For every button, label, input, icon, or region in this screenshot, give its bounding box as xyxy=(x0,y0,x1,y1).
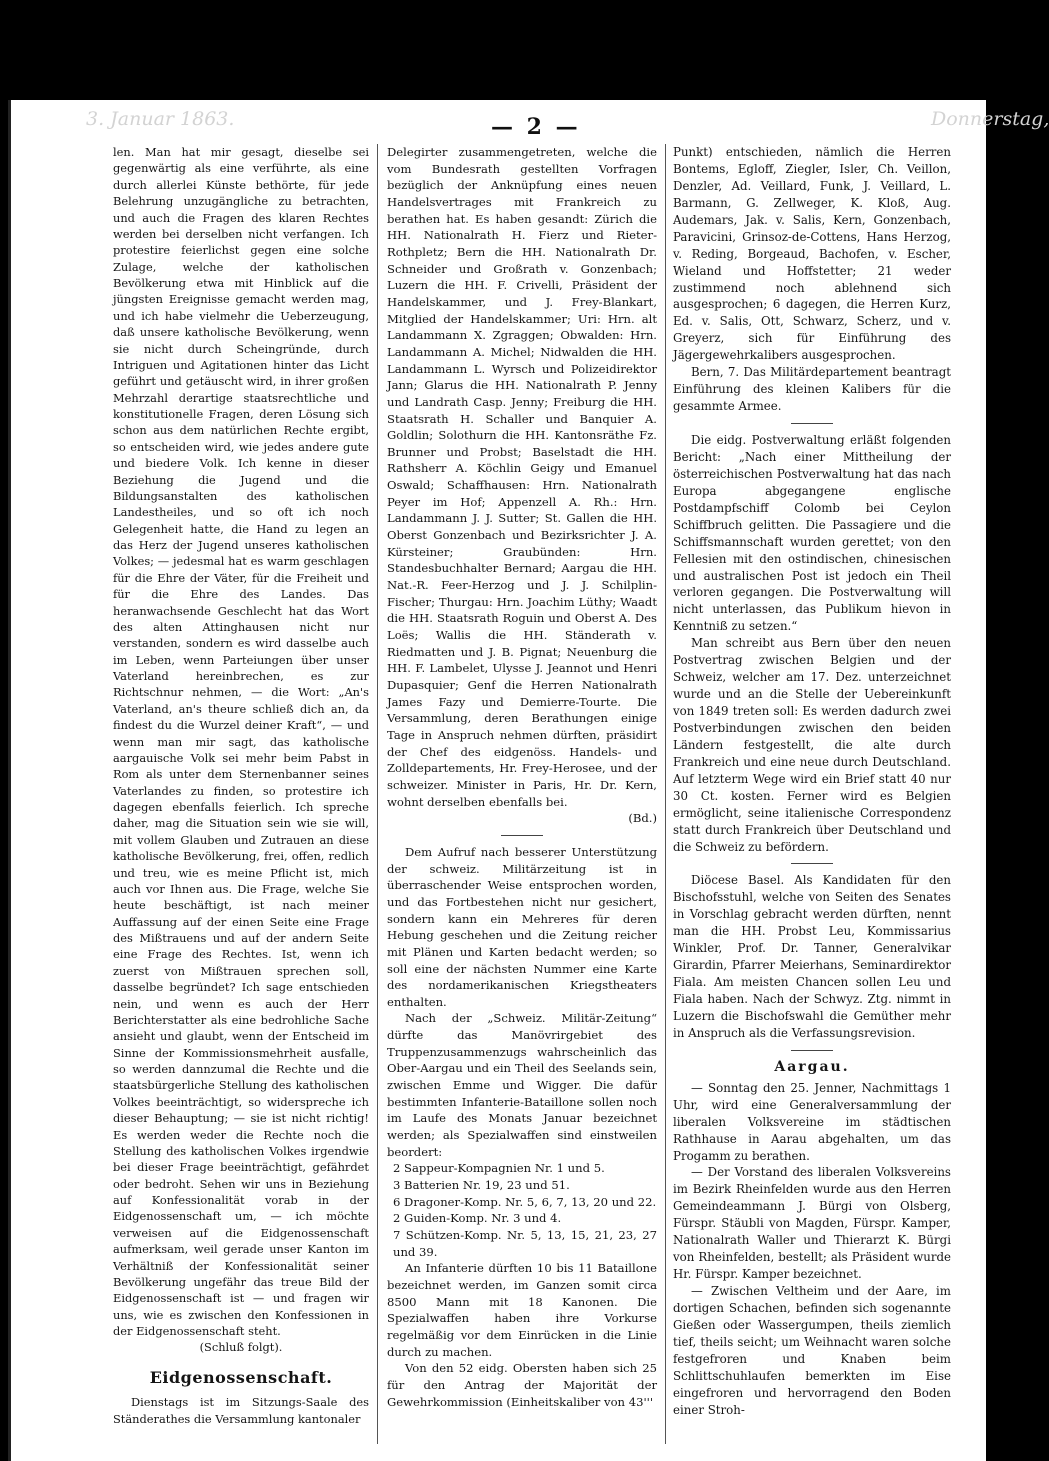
article-paragraph: Punkt) entschieden, nämlich die Herren Bontems, Egloff, Ziegler, Isler, Ch. Veillon, Denzler, Ad. Veillard, Funk, J. Veillard, L. Barmann, G. Zellweger, K. Kloß, Aug. Audemars, Jak. v. Salis, Kern, Gonzenbach, Paravicini, Grinsoz-de-Cottens, Hans Herzog, v. Reding, Borgeaud, Bachofen, v. Escher, Wieland und Hoffstetter; 21 weder zustimmend noch ablehnend sich ausgesprochen; 6 dagegen, die Herren Kurz, Ed. v. Salis, Ott, Schwarz, Scherz, und v. Greyerz, sich für Einführung des Jägergewehrkalibers ausgesprochen. xyxy=(673,145,951,363)
article-paragraph: Die eidg. Postverwaltung erläßt folgenden Bericht: „Nach einer Mittheilung der österreichischen Postverwaltung hat das nach Europa abgegangene englische Postdampfschiff Colomb bei Ceylon Schiffbruch gelitten. Die Passagiere und die Schiffsmannschaft wurden gerettet; von den Fellesien mit den ostindischen, chinesischen und australischen Post ist jedoch ein Theil verloren gegangen. Die Postverwaltung will nicht unterlassen, das Publikum hievon in Kenntniß zu setzen.“ xyxy=(673,433,951,634)
separator-rule xyxy=(501,835,543,836)
article-paragraph: Nach der „Schweiz. Militär-Zeitung“ dürfte das Manövrirgebiet des Truppenzusammenzugs wahrscheinlich das Ober-Aargau und ein Theil des Seelands sein, zwischen Emme und Wigger. Die dafür bestimmten Infanterie-Bataillone sollen noch im Laufe des Monats Januar bezeichnet werden; als Spezialwaffen sind einstweilen beordert: xyxy=(387,1011,657,1159)
column-divider xyxy=(377,144,378,1444)
article-paragraph: Dienstags ist im Sitzungs-Saale des Ständerathes die Versammlung kantonaler xyxy=(113,1395,369,1426)
article-paragraph: An Infanterie dürften 10 bis 11 Bataillone bezeichnet werden, im Ganzen somit circa 8500 Mann mit 18 Kanonen. Die Spezialwaffen haben ihre Vorkurse regelmäßig vor dem Einrücken in die Linie durch zu machen. xyxy=(387,1261,657,1359)
list-item: 6 Dragoner-Komp. Nr. 5, 6, 7, 13, 20 und 22. xyxy=(393,1194,657,1209)
article-paragraph: Delegirter zusammengetreten, welche die vom Bundesrath gestellten Vorfragen bezüglich der Anknüpfung eines neuen Handelsvertrages mit Frankreich zu berathen hat. Es haben gesandt: Zürich die HH. Nationalrath H. Fierz und Rieter-Rothpletz; Bern die HH. Nationalrath Dr. Schneider und Großrath v. Gonzenbach; Luzern die HH. F. Crivelli, Präsident der Handelskammer, und J. Frey-Blankart, Mitglied der Handelskammer; Uri: Hrn. alt Landammann X. Zgraggen; Obwalden: Hrn. Landammann A. Michel; Nidwalden die HH. Landammann L. Wyrsch und Polizeidirektor Jann; Glarus die HH. Nationalrath P. Jenny und Landrath Casp. Jenny; Freiburg die HH. Staatsrath H. Schaller und Banquier A. Goldlin; Solothurn die HH. Kantonsräthe Fz. Brunner und Probst; Baselstadt die HH. Rathsherr A. Köchlin Geigy und Emanuel Oswald; Schaffhausen: Hrn. Nationalrath Peyer im Hof; Appenzell A. Rh.: Hrn. Landammann J. J. Sutter; St. Gallen die HH. Oberst Gonzenbach und Bezirksrichter J. A. Kürsteiner; Graubünden: Hrn. Standesbuchhalter Bernard; Aargau die HH. Nat.-R. Feer-Herzog und J. J. Schilplin-Fischer; Thurgau: Hrn. Joachim Lüthy; Waadt die HH. Staatsrath Roguin und Oberst A. Des Loës; Wallis die HH. Ständerath v. Riedmatten und J. B. Pignat; Neuenburg die HH. F. Lambelet, Ulysse J. Jeannot und Henri Dupasquier; Genf die Herren Nationalrath James Fazy und Demierre-Tourte. Die Versammlung, deren Berathungen einige Tage in Anspruch nehmen dürften, präsidirt der Chef des eidgenöss. Handels- und Zolldepartements, Hr. Frey-Herosee, und der schweizer. Minister in Paris, Hr. Dr. Kern, wohnt derselben ebenfalls bei. xyxy=(387,145,657,809)
separator-rule xyxy=(791,863,833,864)
list-item: 2 Guiden-Komp. Nr. 3 und 4. xyxy=(393,1211,562,1226)
offset-weekday: Donnerstag, xyxy=(931,108,1049,130)
column-divider xyxy=(665,144,666,1444)
article-paragraph: Man schreibt aus Bern über den neuen Postvertrag zwischen Belgien und der Schweiz, welcher am 17. Dez. unterzeichnet wurde und an die Stelle der Uebereinkunft von 1849 treten soll: Es werden dadurch zwei Postverbindungen zwischen den beiden Ländern festgestellt, die alte durch Frankreich und eine neue durch Deutschland. Auf letzterm Wege wird ein Brief statt 40 nur 30 Ct. kosten. Ferner wird es Belgien ermöglicht, seine italienische Correspondenz statt durch Frankreich über Deutschland und die Schweiz zu befördern. xyxy=(673,636,951,854)
article-paragraph: — Sonntag den 25. Jenner, Nachmittags 1 Uhr, wird eine Generalversammlung der liberalen Volksvereine im städtischen Rathhause in Aarau abgehalten, um das Progamm zu berathen. xyxy=(673,1080,951,1163)
separator-rule xyxy=(791,423,833,424)
page-number: — 2 — xyxy=(491,114,581,140)
article-paragraph: len. Man hat mir gesagt, dieselbe sei gegenwärtig als eine verführte, als eine durch allerlei Künste bethörte, für jede Belehrung unzugängliche zu betrachten, und auch die Fragen des klaren Rechtes werden bei derselben nicht verfangen. Ich protestire feierlichst gegen eine solche Zulage, welche der katholischen Bevölkerung etwa mit Hinblick auf die jüngsten Ereignisse gemacht werden mag, und ich habe vielmehr die Ueberzeugung, daß unsere katholische Bevölkerung, wenn sie nicht durch Scheingründe, durch Intriguen und Agitationen hinter das Licht geführt und getäuscht wird, in ihrer großen Mehrzahl derartige staatsrechtliche und konstitutionelle Fragen, deren Lösung sich schon aus dem natürlichen Rechte ergibt, so entscheiden wird, wie jedes andere gute und biedere Volk. Ich kenne in dieser Beziehung die Jugend und die Bildungsanstalten des katholischen Landestheiles, und so oft ich noch Gelegenheit hatte, die Hand zu legen an das Herz der Jugend unseres katholischen Volkes; — jedesmal hat es warm geschlagen für die Ehre der Väter, für die Freiheit und für die Ehre des Landes. Das heranwachsende Geschlecht hat das Wort des alten Attinghausen nicht nur verstanden, sondern es wird dasselbe auch im Leben, wenn Parteiungen über unser Vaterland hereinbrechen, es zur Richtschnur nehmen, — die Wort: „An's Vaterland, an's theure schließ dich an, da findest du die Wurzel deiner Kraft“, — und wenn man mir sagt, das katholische aargauische Volk sei mehr beim Pabst in Rom als unter dem Sternenbanner seines Vaterlandes zu finden, so protestire ich dagegen ebenfalls feierlich. Ich spreche daher, mag die Situation sein wie sie will, mit vollem Glauben und Zutrauen an diese katholische Bevölkerung, frei, offen, redlich und treu, wie es meine Pflicht ist, mich auch vor Ihnen aus. Die Frage, welche Sie heute beschäftigt, ist nach meiner Auffassung auf der einen Seite eine Frage des Mißtrauens und auf der andern Seite eine Frage des Rechtes. Ist, wenn ich zuerst von Mißtrauen sprechen soll, dasselbe begründet? Ich sage entschieden nein, und wenn es auch der Herr Berichterstatter als eine bedrohliche Sache ansieht und glaubt, wenn der Entscheid im Sinne der Kommissionsmehrheit ausfalle, so werden dannzumal die Rechte und die staatsbürgerliche Stellung des katholischen Volkes beeinträchtigt, so widerspreche ich dieser Behauptung; — sie ist nicht richtig! Es werden weder die Rechte noch die Stellung des katholischen Volkes irgendwie bei dieser Frage beeinträchtigt, gefährdet oder bedroht. Sehen wir uns in Beziehung auf Konfessionalität vorab in der Eidgenossenschaft um, — ich möchte verweisen auf die Eidgenossenschaft aufmerksam, weil gerade unser Kanton im Verhältniß der Konfessionalität seiner Bevölkerung ungefähr das treue Bild der Eidgenossenschaft ist — und fragen wir uns, wie es zwischen den Konfessionen in der Eidgenossenschaft steht. xyxy=(113,145,369,1338)
article-paragraph: Diöcese Basel. Als Kandidaten für den Bischofsstuhl, welche von Seiten des Senates in Vorschlag gebracht werden dürften, nennt man die HH. Probst Leu, Kommissarius Winkler, Prof. Dr. Tanner, Generalvikar Girardin, Pfarrer Meierhans, Seminardirektor Fiala. Am meisten Chancen sollen Leu und Fiala haben. Nach der Schwyz. Ztg. nimmt in Luzern die Bischofswahl die Gemüther mehr in Anspruch als die Verfassungsrevision. xyxy=(673,873,951,1040)
article-paragraph: — Zwischen Veltheim und der Aare, im dortigen Schachen, befinden sich sogenannte Gießen oder Wassergumpen, theils ziemlich tief, theils seicht; um Weihnacht waren solche festgefroren und Knaben beim Schlittschuhlaufen bemerkten im Eise eingefroren und hervorragend den Boden einer Stroh- xyxy=(673,1284,951,1417)
column-1 xyxy=(113,144,369,1427)
source-signature: (Bd.) xyxy=(628,811,657,826)
article-paragraph: Von den 52 eidg. Obersten haben sich 25 für den Antrag der Majorität der Gewehrkommission (Einheitskaliber von 43''' xyxy=(387,1361,657,1409)
section-heading: Eidgenossenschaft. xyxy=(149,1367,333,1387)
column-2 xyxy=(387,144,657,1410)
continued-note: (Schluß folgt). xyxy=(199,1340,283,1355)
newspaper-page xyxy=(8,100,1049,1461)
column-3 xyxy=(673,144,951,1419)
list-item: 2 Sappeur-Kompagnien Nr. 1 und 5. xyxy=(393,1161,605,1176)
unit-list xyxy=(393,1160,657,1260)
separator-rule xyxy=(791,1050,833,1051)
offset-date: 3. Januar 1863. xyxy=(86,108,235,130)
article-paragraph: Bern, 7. Das Militärdepartement beantragt Einführung des kleinen Kalibers für die gesammte Armee. xyxy=(673,365,951,414)
list-item: 3 Batterien Nr. 19, 23 und 51. xyxy=(393,1178,570,1193)
article-paragraph: Dem Aufruf nach besserer Unterstützung der schweiz. Militärzeitung ist in überraschender Weise entsprochen worden, und das Fortbestehen nicht nur gesichert, sondern kann ein Mehreres für deren Hebung geschehen und die Zeitung reicher mit Plänen und Karten bedacht werden; so soll eine der nächsten Nummer eine Karte des nordamerikanischen Kriegstheaters enthalten. xyxy=(387,844,657,1009)
article-paragraph: — Der Vorstand des liberalen Volksvereins im Bezirk Rheinfelden wurde aus den Herren Gemeindeammann J. Bürgi von Olsberg, Fürspr. Stäubli von Magden, Fürspr. Kamper, Nationalrath Waller und Thierarzt K. Bürgi von Rheinfelden, bestellt; als Präsident wurde Hr. Fürspr. Kamper bezeichnet. xyxy=(673,1165,951,1282)
list-item: 7 Schützen-Komp. Nr. 5, 13, 15, 21, 23, 27 und 39. xyxy=(393,1228,657,1259)
section-heading: Aargau. xyxy=(774,1058,850,1075)
